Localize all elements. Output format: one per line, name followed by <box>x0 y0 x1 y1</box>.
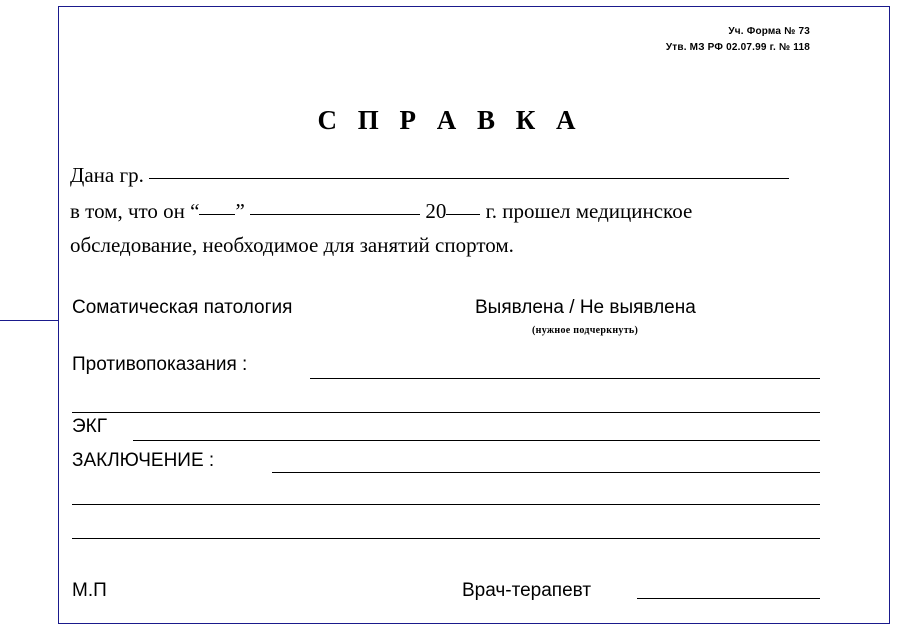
form-approval: Утв. МЗ РФ 02.07.99 г. № 118 <box>665 42 810 53</box>
exam-date-row <box>70 198 692 224</box>
ecg-input[interactable] <box>133 440 820 441</box>
exam-date-suffix: г. прошел медицинское <box>485 199 693 223</box>
page-title: С П Р А В К А <box>317 105 583 135</box>
contraindications-input-1[interactable] <box>310 378 820 379</box>
somatic-options[interactable]: Выявлена / Не выявлена <box>475 297 696 318</box>
exam-purpose-line: обследование, необходимое для занятий спортом. <box>70 233 514 257</box>
exam-date-prefix: в том, что он <box>70 199 185 223</box>
given-to-label: Дана гр. <box>70 163 144 187</box>
form-code: Уч. Форма № 73 <box>728 26 810 37</box>
quote-open: “ <box>190 199 200 223</box>
contraindications-input-2[interactable] <box>72 412 820 413</box>
conclusion-input-1[interactable] <box>272 472 820 473</box>
somatic-label: Соматическая патология <box>72 297 293 318</box>
conclusion-label: ЗАКЛЮЧЕНИЕ : <box>72 450 215 471</box>
somatic-note: (нужное подчеркнуть) <box>532 325 639 336</box>
year-input[interactable] <box>446 198 480 215</box>
month-input[interactable] <box>250 198 420 215</box>
conclusion-input-3[interactable] <box>72 538 820 539</box>
contraindications-label: Противопоказания : <box>72 354 248 375</box>
year-prefix: 20 <box>425 199 447 223</box>
doctor-label: Врач-терапевт <box>462 580 592 601</box>
given-to-row <box>70 160 789 188</box>
conclusion-input-2[interactable] <box>72 504 820 505</box>
day-input[interactable] <box>199 198 235 215</box>
stamp-label: М.П <box>72 580 107 601</box>
given-to-input[interactable] <box>149 160 789 179</box>
quote-close: ” <box>235 199 245 223</box>
doctor-signature-input[interactable] <box>637 598 820 599</box>
form-meta <box>666 24 810 56</box>
ecg-label: ЭКГ <box>72 416 108 437</box>
